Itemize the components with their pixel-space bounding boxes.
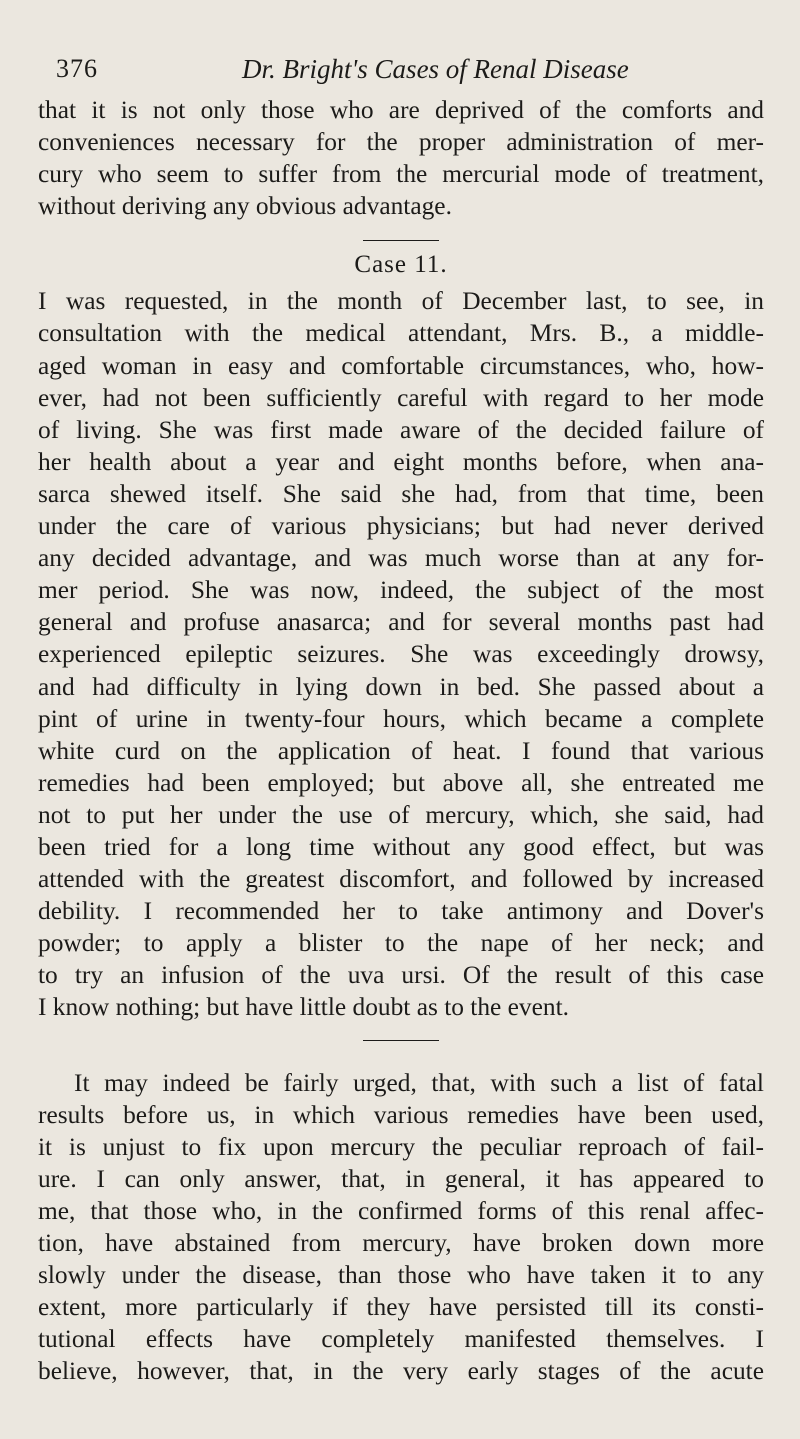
text-line: that it is not only those who are deprived of the comforts and	[38, 96, 764, 124]
text-line: white curd on the application of heat. I found that various	[38, 736, 764, 765]
text-line: powder; to apply a blister to the nape of her neck; and	[38, 929, 764, 958]
text-line: me, that those who, in the confirmed forms of this renal affec-	[38, 1196, 764, 1225]
text-line: tutional effects have completely manifested themselves. I	[38, 1325, 764, 1354]
text-line: general and profuse anasarca; and for several months past had	[38, 608, 764, 637]
text-line: tion, have abstained from mercury, have broken down more	[38, 1229, 764, 1257]
text-line: it is unjust to fix upon mercury the peculiar reproach of fail-	[38, 1132, 764, 1161]
paragraph-discussion	[38, 1067, 764, 1388]
text-line: any decided advantage, and was much worse than at any for-	[38, 544, 764, 573]
text-line: ure. I can only answer, that, in general, it has appeared to	[38, 1164, 764, 1193]
text-line: consultation with the medical attendant, Mrs. B., a middle-	[38, 319, 764, 348]
text-line: under the care of various physicians; but had never derived	[38, 512, 764, 541]
text-line: debility. I recommended her to take antimony and Dover's	[38, 897, 764, 926]
text-line: I was requested, in the month of December last, to see, in	[38, 287, 764, 316]
page-number: 376	[56, 54, 98, 83]
text-line: It may indeed be fairly urged, that, with such a list of fatal	[74, 1068, 764, 1097]
text-line: without deriving any obvious advantage.	[38, 192, 452, 221]
text-line: been tried for a long time without any good effect, but was	[38, 832, 764, 861]
section-divider	[363, 240, 439, 241]
section-divider	[363, 1040, 439, 1041]
text-line: not to put her under the use of mercury, which, she said, had	[38, 800, 764, 829]
case-heading: Case 11.	[354, 251, 448, 279]
text-line: conveniences necessary for the proper administration of mer-	[38, 128, 764, 157]
running-title: Dr. Bright's Cases of Renal Disease	[242, 54, 629, 84]
text-line: remedies had been employed; but above all, she entreated me	[38, 768, 764, 797]
text-line: attended with the greatest discomfort, and followed by increased	[38, 865, 764, 894]
text-line: mer period. She was now, indeed, the subject of the most	[38, 576, 764, 605]
running-head	[38, 48, 764, 94]
text-line: of living. She was first made aware of the decided failure of	[38, 415, 764, 444]
text-line: to try an infusion of the uva ursi. Of the result of this case	[38, 961, 764, 990]
text-line: ever, had not been sufficiently careful with regard to her mode	[38, 383, 764, 412]
text-line: believe, however, that, in the very early stages of the acute	[38, 1357, 764, 1386]
paragraph-case	[38, 285, 764, 1023]
text-line: aged woman in easy and comfortable circumstances, who, how-	[38, 351, 764, 380]
text-line: sarca shewed itself. She said she had, from that time, been	[38, 479, 764, 508]
text-line: extent, more particularly if they have persisted till its consti-	[38, 1293, 764, 1322]
text-line: her health about a year and eight months before, when ana-	[38, 447, 764, 476]
text-line: and had difficulty in lying down in bed. She passed about a	[38, 672, 764, 701]
text-line: cury who seem to suffer from the mercurial mode of treatment,	[38, 160, 764, 189]
text-line: results before us, in which various remedies have been used,	[38, 1100, 764, 1129]
text-line: pint of urine in twenty-four hours, which became a complete	[38, 704, 764, 733]
text-line: I know nothing; but have little doubt as to the event.	[38, 993, 569, 1022]
paragraph-intro	[38, 94, 764, 222]
text-line: slowly under the disease, than those who have taken it to any	[38, 1261, 764, 1290]
text-line: experienced epileptic seizures. She was exceedingly drowsy,	[38, 640, 764, 669]
